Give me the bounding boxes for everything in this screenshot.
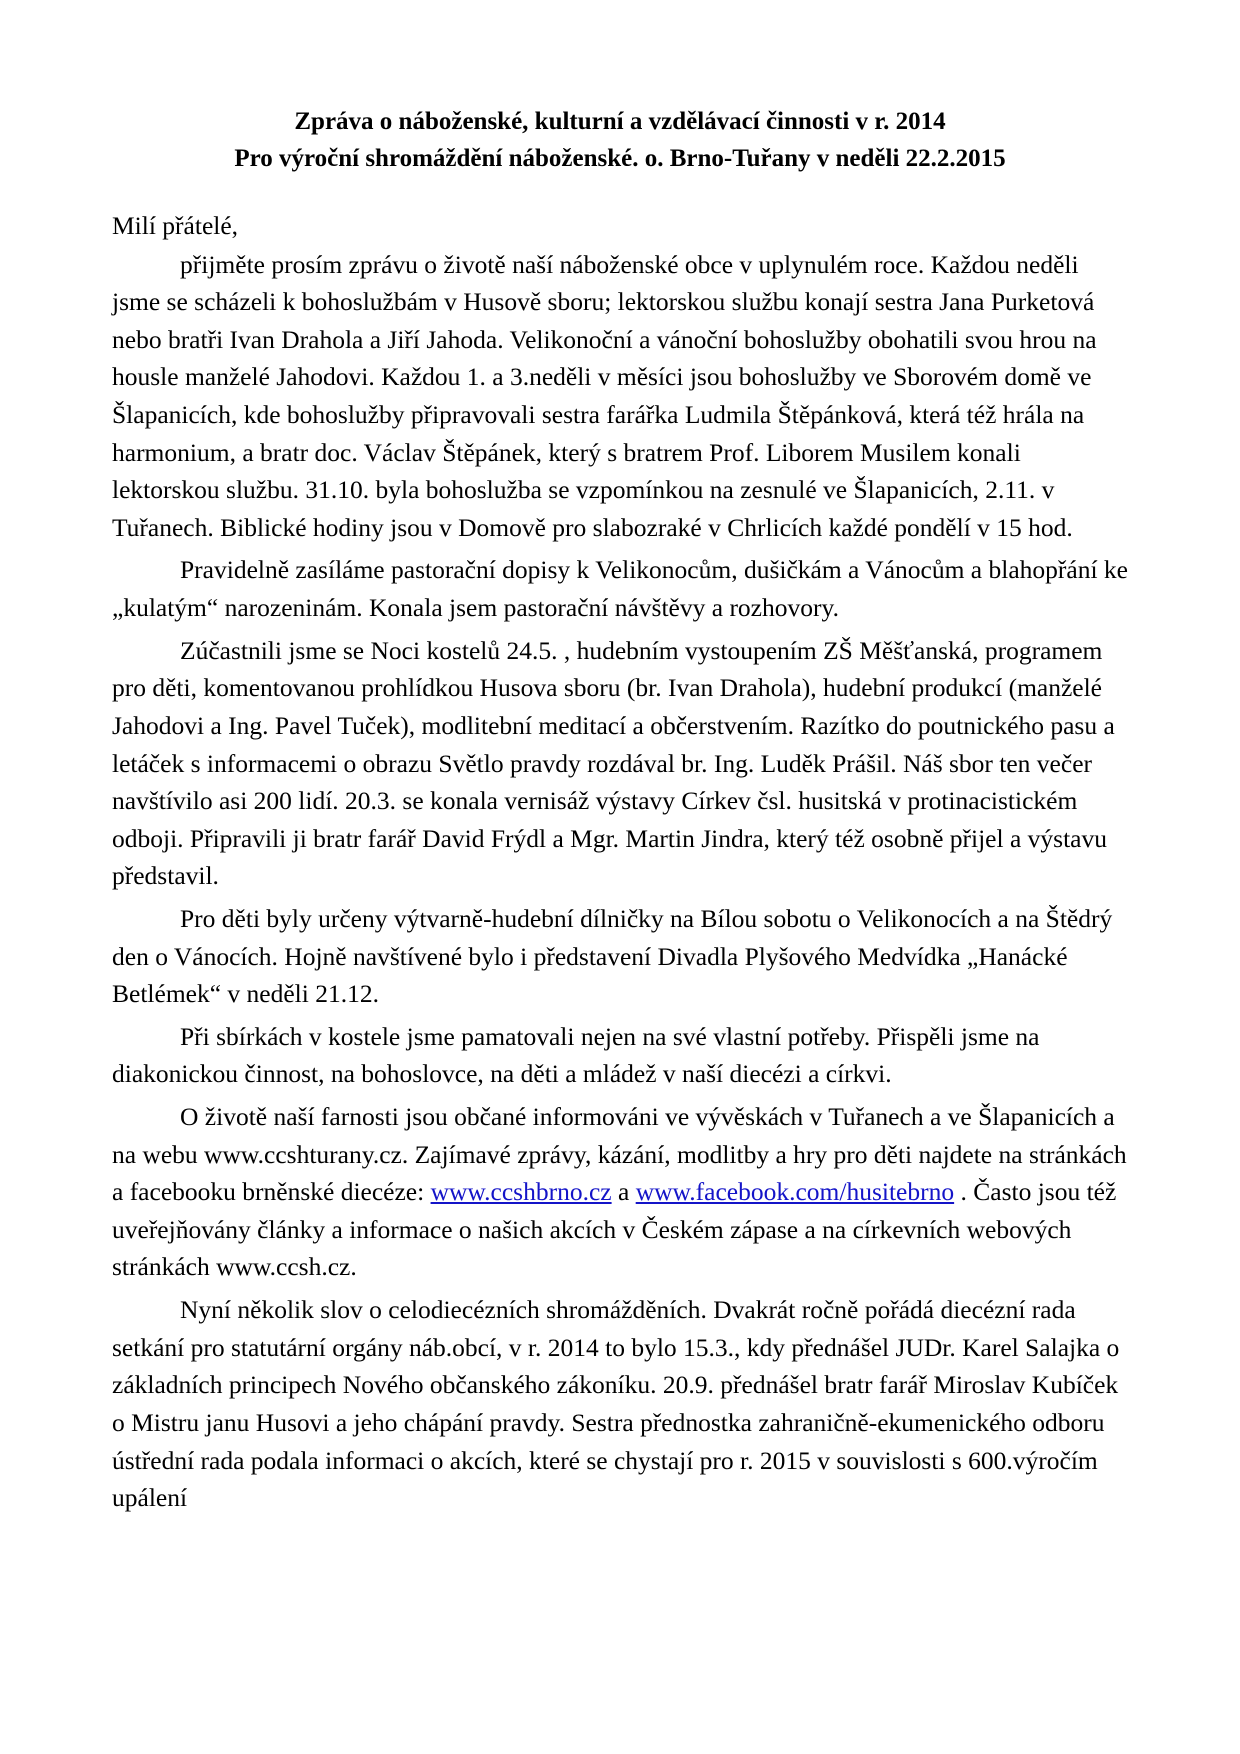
paragraph-3: Zúčastnili jsme se Noci kostelů 24.5. , hudebním vystoupením ZŠ Měšťanská, programem pro děti, komentovanou prohlídkou Husova sboru (br. Ivan Drahola), hudební produkcí (manželé Jahodovi a Ing. Pavel Tuček), modlitební meditací a občerstvením. Razítko do poutnického pasu a letáček s informacemi o obrazu Světlo pravdy rozdával br. Ing. Luděk Prášil. Náš sbor ten večer navštívilo asi 200 lidí. 20.3. se konala vernisáž výstavy Církev čsl. husitská v protinacistickém odboji. Připravili ji bratr farář David Frýdl a Mgr. Martin Jindra, který též osobně přijel a výstavu představil.: [112, 635, 1115, 891]
document-body: [112, 207, 1128, 1517]
paragraph-1: přijměte prosím zprávu o životě naší náboženské obce v uplynulém roce. Každou neděli jsme se scházeli k bohoslužbám v Husově sboru; lektorskou službu konají sestra Jana Purketová nebo bratři Ivan Drahola a Jiří Jahoda. Velikonoční a vánoční bohoslužby obohatili svou hrou na housle manželé Jahodovi. Každou 1. a 3.neděli v měsíci jsou bohoslužby ve Sborovém domě ve Šlapanicích, kde bohoslužby připravovali sestra farářka Ludmila Štěpánková, která též hrála na harmonium, a bratr doc. Václav Štěpánek, který s bratrem Prof. Liborem Musilem konali lektorskou službu. 31.10. byla bohoslužba se vzpomínkou na zesnulé ve Šlapanicích, 2.11. v Tuřanech. Biblické hodiny jsou v Domově pro slabozraké v Chrlicích každé pondělí v 15 hod.: [112, 249, 1097, 542]
paragraph-web: [112, 1098, 1128, 1286]
paragraph-last: Nyní několik slov o celodiecézních shromážděních. Dvakrát ročně pořádá diecézní rada setkání pro statutární orgány náb.obcí, v r. 2014 to bylo 15.3., kdy přednášel JUDr. Karel Salajka o základních principech Nového občanského zákoníku. 20.9. přednášel bratr farář Miroslav Kubíček o Mistru janu Husovi a jeho chápání pravdy. Sestra přednostka zahraničně-ekumenického odboru ústřední rada podala informaci o akcích, které se chystají pro r. 2015 v souvislosti s 600.výročím upálení: [112, 1295, 1120, 1513]
paragraph-5: Při sbírkách v kostele jsme pamatovali nejen na své vlastní potřeby. Přispěli jsme na diakonickou činnost, na bohoslovce, na děti a mládež v naší diecézi a církvi.: [112, 1021, 1040, 1089]
link-ccshbrno[interactable]: www.ccshbrno.cz: [430, 1177, 612, 1207]
document-title: [112, 104, 1128, 177]
paragraph-2: Pravidelně zasíláme pastorační dopisy k Velikonocům, dušičkám a Vánocům a blahopřání ke „kulatým“ narozeninám. Konala jsem pastorační návštěvy a rozhovory.: [112, 555, 1128, 623]
paragraph-web-text-after: . Často jsou též uveřejňovány články a informace o našich akcích v Českém zápase a na církevních webových stránkách www.ccsh.cz.: [112, 1177, 1117, 1282]
paragraph-web-text-between: a: [611, 1177, 636, 1207]
link-facebook-husitebrno[interactable]: www.facebook.com/husitebrno: [635, 1177, 955, 1207]
title-line-1: Zpráva o náboženské, kulturní a vzdělávací činnosti v r. 2014: [294, 108, 946, 135]
paragraph-4: Pro děti byly určeny výtvarně-hudební dílničky na Bílou sobotu o Velikonocích a na Štědrý den o Vánocích. Hojně navštívené bylo i představení Divadla Plyšového Medvídka „Hanácké Betlémek“ v neděli 21.12.: [112, 903, 1113, 1009]
salutation: Milí přátelé,: [112, 211, 239, 240]
paragraph-web-text-before: O životě naší farnosti jsou občané informováni ve vývěskách v Tuřanech a ve Šlapanicích a na webu www.ccshturany.cz. Zajímavé zprávy, kázání, modlitby a hry pro děti najdete na stránkách a facebooku brněnské diecéze:: [112, 1102, 1127, 1207]
title-line-2: Pro výroční shromáždění náboženské. o. Brno-Tuřany v neděli 22.2.2015: [234, 144, 1006, 172]
